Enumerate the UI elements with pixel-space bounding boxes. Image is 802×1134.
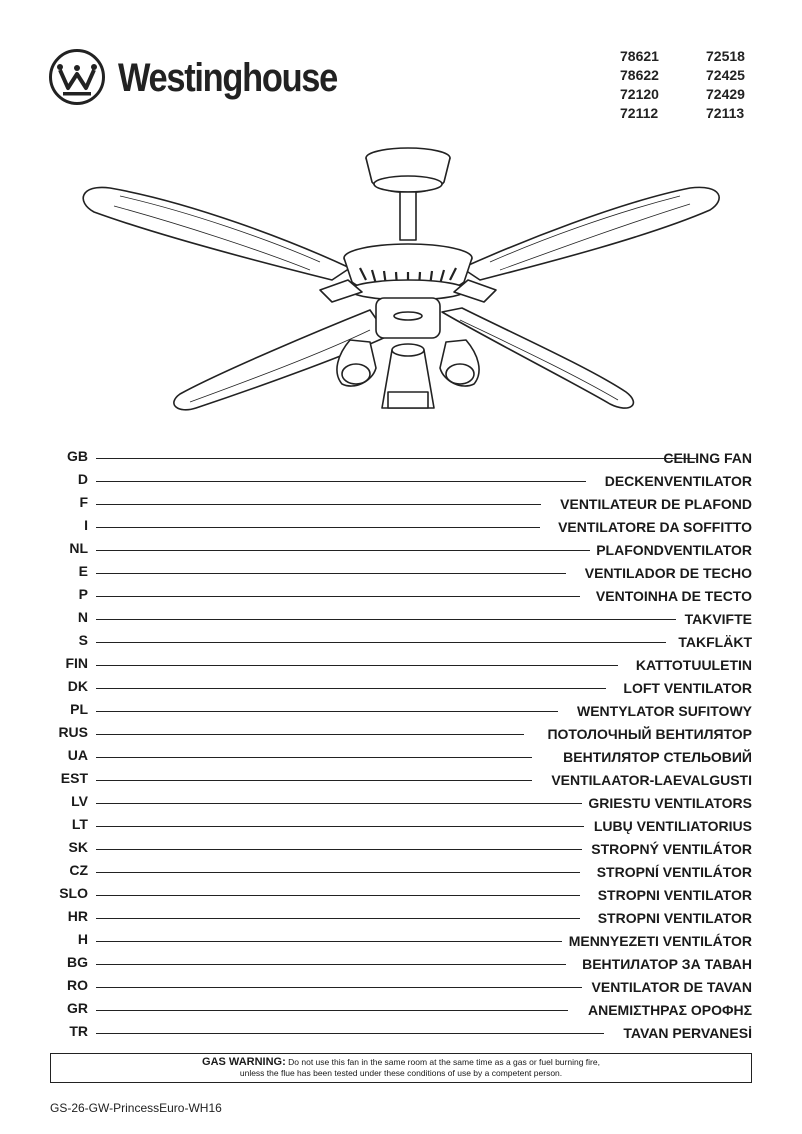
language-label: ПОТОЛОЧНЫЙ ВЕНТИЛЯТОР [547,726,752,742]
model-number: 72112 [620,105,659,121]
language-code: CZ [69,862,88,878]
model-number: 72113 [706,105,745,121]
model-number: 72120 [620,86,659,102]
language-label: VENTILATEUR DE PLAFOND [560,496,752,512]
language-row [50,816,760,836]
language-label: STROPNI VENTILATOR [597,910,752,926]
model-number: 72429 [706,86,745,102]
language-code: FIN [65,655,88,671]
language-code: RO [67,977,88,993]
leader-line [96,757,532,758]
language-code: S [78,632,88,648]
language-code: H [77,931,88,947]
leader-line [96,734,524,735]
language-label: LOFT VENTILATOR [623,680,752,696]
language-row [50,494,760,514]
language-code: D [77,471,88,487]
language-row [50,885,760,905]
leader-line [96,1010,568,1011]
leader-line [96,573,566,574]
leader-line [96,619,676,620]
language-label: TAVAN PERVANESİ [623,1025,752,1041]
language-label: DECKENVENTILATOR [604,473,752,489]
language-label: PLAFONDVENTILATOR [596,542,752,558]
language-code: GB [67,448,88,464]
language-code: EST [60,770,88,786]
language-row [50,586,760,606]
gas-warning-box [50,1053,752,1083]
language-row [50,839,760,859]
language-row [50,931,760,951]
language-label: WENTYLATOR SUFITOWY [577,703,752,719]
leader-line [96,918,580,919]
language-row [50,701,760,721]
language-label: TAKFLÄKT [678,634,752,650]
document-code: GS-26-GW-PrincessEuro-WH16 [50,1101,222,1115]
language-row [50,1000,760,1020]
language-row [50,724,760,744]
language-row [50,655,760,675]
leader-line [96,987,582,988]
language-code: I [84,517,88,533]
language-row [50,770,760,790]
language-row [50,563,760,583]
warning-line-1: Do not use this fan in the same room at the same time as a gas or fuel burning fire, [288,1057,600,1067]
leader-line [96,1033,604,1034]
language-label: MENNYEZETI VENTILÁTOR [568,933,752,949]
leader-line [96,872,580,873]
model-number: 78622 [620,67,659,83]
language-code: SK [68,839,88,855]
language-row [50,862,760,882]
leader-line [96,780,532,781]
leader-line [96,665,618,666]
language-code: UA [67,747,88,763]
leader-line [96,481,586,482]
warning-title: GAS WARNING: [202,1056,286,1068]
language-label: KATTOTUULETIN [635,657,752,673]
leader-line [96,642,666,643]
leader-line [96,826,584,827]
language-label: STROPNI VENTILATOR [597,887,752,903]
language-code: TR [69,1023,88,1039]
model-number: 72425 [706,67,745,83]
language-row [50,540,760,560]
language-label: VENTILATOR DE TAVAN [591,979,752,995]
language-code: LT [71,816,88,832]
leader-line [96,596,580,597]
language-label: LUBŲ VENTILIATORIUS [593,818,752,834]
language-label: STROPNÝ VENTILÁTOR [591,841,752,857]
language-row [50,471,760,491]
model-number: 78621 [620,48,659,64]
language-label: ΑΝΕΜΙΣΤΗΡΑΣ ΟΡΟΦΗΣ [588,1002,752,1018]
language-code: GR [67,1000,88,1016]
westinghouse-w-icon [48,48,106,106]
leader-line [96,849,582,850]
language-code: SLO [59,885,88,901]
language-code: E [78,563,88,579]
brand-name: Westinghouse [118,56,337,100]
leader-line [96,964,566,965]
leader-line [96,550,590,551]
language-label: VENTILADOR DE TECHO [584,565,752,581]
language-label: VENTILAATOR-LAEVALGUSTI [551,772,752,788]
leader-line [96,941,562,942]
language-row [50,954,760,974]
language-row [50,517,760,537]
language-label: TAKVIFTE [684,611,752,627]
language-code: PL [70,701,88,717]
leader-line [96,895,580,896]
language-label: ВЕНТИЛАТОР ЗА ТАВАН [582,956,752,972]
language-code: NL [69,540,88,556]
language-label: STROPNÍ VENTILÁTOR [596,864,752,880]
language-code: DK [67,678,88,694]
language-row [50,747,760,767]
language-code: LV [71,793,88,809]
language-row [50,678,760,698]
language-code: P [78,586,88,602]
language-label: VENTILATORE DA SOFFITTO [558,519,752,535]
leader-line [96,458,696,459]
leader-line [96,504,541,505]
leader-line [96,803,582,804]
language-row [50,448,760,468]
language-row [50,977,760,997]
language-row [50,793,760,813]
language-row [50,632,760,652]
leader-line [96,711,558,712]
language-label: CEILING FAN [663,450,752,466]
model-number: 72518 [706,48,745,64]
language-row [50,908,760,928]
language-code: HR [67,908,88,924]
language-code: F [79,494,88,510]
brand-logo [48,48,348,110]
language-label: VENTOINHA DE TECTO [595,588,752,604]
language-code: RUS [58,724,88,740]
language-row [50,609,760,629]
language-label: GRIESTU VENTILATORS [588,795,752,811]
warning-line-2: unless the flue has been tested under these conditions of use by a competent person. [239,1068,563,1078]
language-row [50,1023,760,1043]
leader-line [96,688,606,689]
language-label: ВЕНТИЛЯТОР СТЕЛЬОВИЙ [563,749,752,765]
leader-line [96,527,540,528]
ceiling-fan-icon [70,140,740,430]
language-code: N [77,609,88,625]
language-code: BG [67,954,88,970]
